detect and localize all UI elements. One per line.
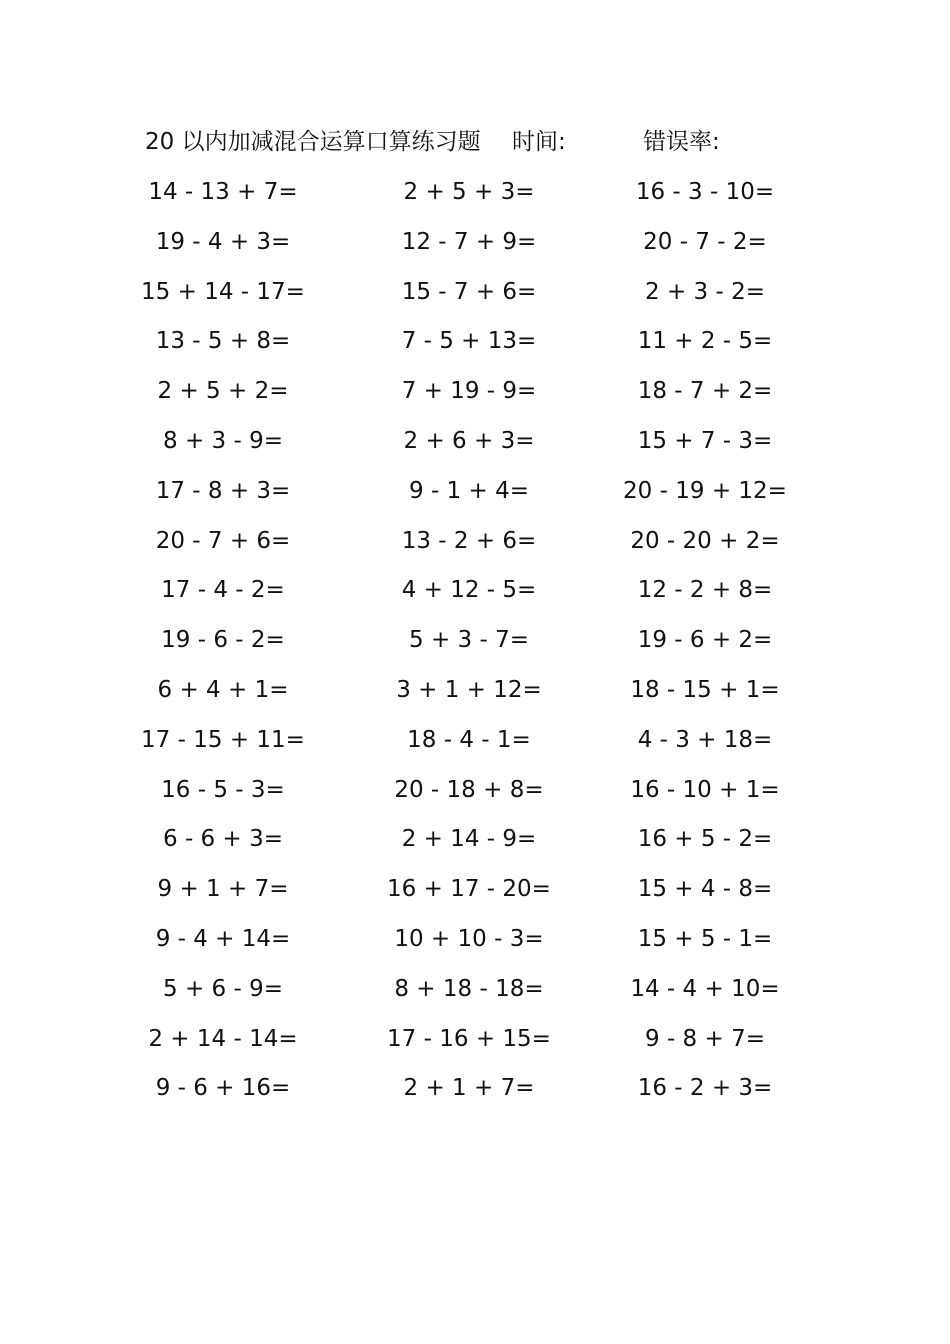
problem-item: 15 + 5 - 1=: [637, 925, 773, 952]
problem-item: 10 + 10 - 3=: [394, 925, 544, 952]
problem-item: 13 - 5 + 8=: [155, 328, 291, 355]
problem-item: 20 - 7 + 6=: [155, 527, 291, 554]
problem-item: 18 - 4 - 1=: [407, 726, 531, 753]
worksheet-header: [145, 124, 785, 160]
error-rate-label: 错误率:: [643, 129, 720, 155]
problem-item: 9 - 4 + 14=: [155, 925, 291, 952]
problem-row: [0, 321, 950, 371]
problem-item: 12 - 2 + 8=: [637, 577, 773, 604]
problem-item: 3 + 1 + 12=: [396, 676, 542, 703]
problem-row: [0, 371, 950, 421]
problem-item: 15 - 7 + 6=: [401, 278, 537, 305]
problem-item: 16 - 2 + 3=: [637, 1075, 773, 1102]
problem-row: [0, 172, 950, 222]
problem-row: [0, 471, 950, 521]
problem-item: 7 - 5 + 13=: [401, 328, 537, 355]
problem-item: 19 - 6 + 2=: [637, 627, 773, 654]
problem-item: 18 - 7 + 2=: [637, 378, 773, 405]
problem-item: 14 - 13 + 7=: [148, 179, 298, 205]
problem-item: 13 - 2 + 6=: [401, 527, 537, 554]
time-label: 时间:: [512, 129, 566, 155]
problem-item: 16 - 3 - 10=: [635, 179, 775, 205]
problem-item: 16 + 17 - 20=: [387, 876, 551, 903]
problem-item: 6 + 4 + 1=: [157, 676, 289, 703]
worksheet-title: 20 以内加减混合运算口算练习题: [145, 129, 481, 155]
problem-row: [0, 869, 950, 919]
problem-item: 15 + 4 - 8=: [637, 876, 773, 903]
problem-item: 20 - 18 + 8=: [394, 776, 544, 803]
problem-row: [0, 919, 950, 969]
problem-item: 5 + 6 - 9=: [163, 975, 283, 1002]
problem-item: 20 - 20 + 2=: [630, 527, 780, 554]
problem-item: 5 + 3 - 7=: [409, 627, 529, 654]
problem-item: 2 + 5 + 2=: [157, 378, 289, 405]
problem-row: [0, 222, 950, 272]
problem-row: [0, 969, 950, 1019]
problem-row: [0, 421, 950, 471]
problem-row: [0, 1068, 950, 1118]
problem-item: 12 - 7 + 9=: [401, 228, 537, 255]
problem-row: [0, 570, 950, 620]
problem-item: 11 + 2 - 5=: [637, 328, 773, 355]
problem-item: 4 + 12 - 5=: [401, 577, 537, 604]
problem-item: 20 - 7 - 2=: [643, 228, 767, 255]
problem-item: 2 + 3 - 2=: [645, 278, 765, 305]
problem-item: 4 - 3 + 18=: [637, 726, 773, 753]
problem-item: 7 + 19 - 9=: [401, 378, 537, 405]
problem-item: 15 + 7 - 3=: [637, 427, 773, 454]
problem-item: 9 - 8 + 7=: [645, 1025, 765, 1052]
problem-item: 16 - 5 - 3=: [161, 776, 285, 803]
problem-item: 9 - 6 + 16=: [155, 1075, 291, 1102]
problem-item: 17 - 4 - 2=: [161, 577, 285, 604]
problem-item: 8 + 3 - 9=: [163, 427, 283, 454]
problem-item: 16 + 5 - 2=: [637, 826, 773, 853]
problem-item: 15 + 14 - 17=: [141, 278, 305, 305]
problem-item: 17 - 15 + 11=: [141, 726, 305, 753]
problem-item: 17 - 8 + 3=: [155, 477, 291, 504]
problem-item: 9 - 1 + 4=: [409, 477, 529, 504]
problem-row: [0, 770, 950, 820]
problem-item: 19 - 6 - 2=: [161, 627, 285, 654]
problem-row: [0, 720, 950, 770]
problem-item: 14 - 4 + 10=: [630, 975, 780, 1002]
problem-row: [0, 819, 950, 869]
problem-item: 2 + 6 + 3=: [403, 427, 535, 454]
problem-row: [0, 521, 950, 571]
problem-item: 18 - 15 + 1=: [630, 676, 780, 703]
problem-item: 2 + 1 + 7=: [403, 1075, 535, 1102]
problem-row: [0, 670, 950, 720]
problem-item: 9 + 1 + 7=: [157, 876, 289, 903]
problem-item: 6 - 6 + 3=: [163, 826, 283, 853]
problem-grid: [0, 172, 950, 1118]
problem-item: 2 + 14 - 14=: [148, 1025, 298, 1052]
problem-item: 16 - 10 + 1=: [630, 776, 780, 803]
problem-row: [0, 620, 950, 670]
problem-item: 17 - 16 + 15=: [387, 1025, 551, 1052]
problem-item: 2 + 14 - 9=: [401, 826, 537, 853]
problem-item: 19 - 4 + 3=: [155, 228, 291, 255]
problem-row: [0, 1019, 950, 1069]
problem-row: [0, 272, 950, 322]
problem-item: 2 + 5 + 3=: [403, 179, 535, 205]
problem-item: 20 - 19 + 12=: [623, 477, 787, 504]
problem-item: 8 + 18 - 18=: [394, 975, 544, 1002]
